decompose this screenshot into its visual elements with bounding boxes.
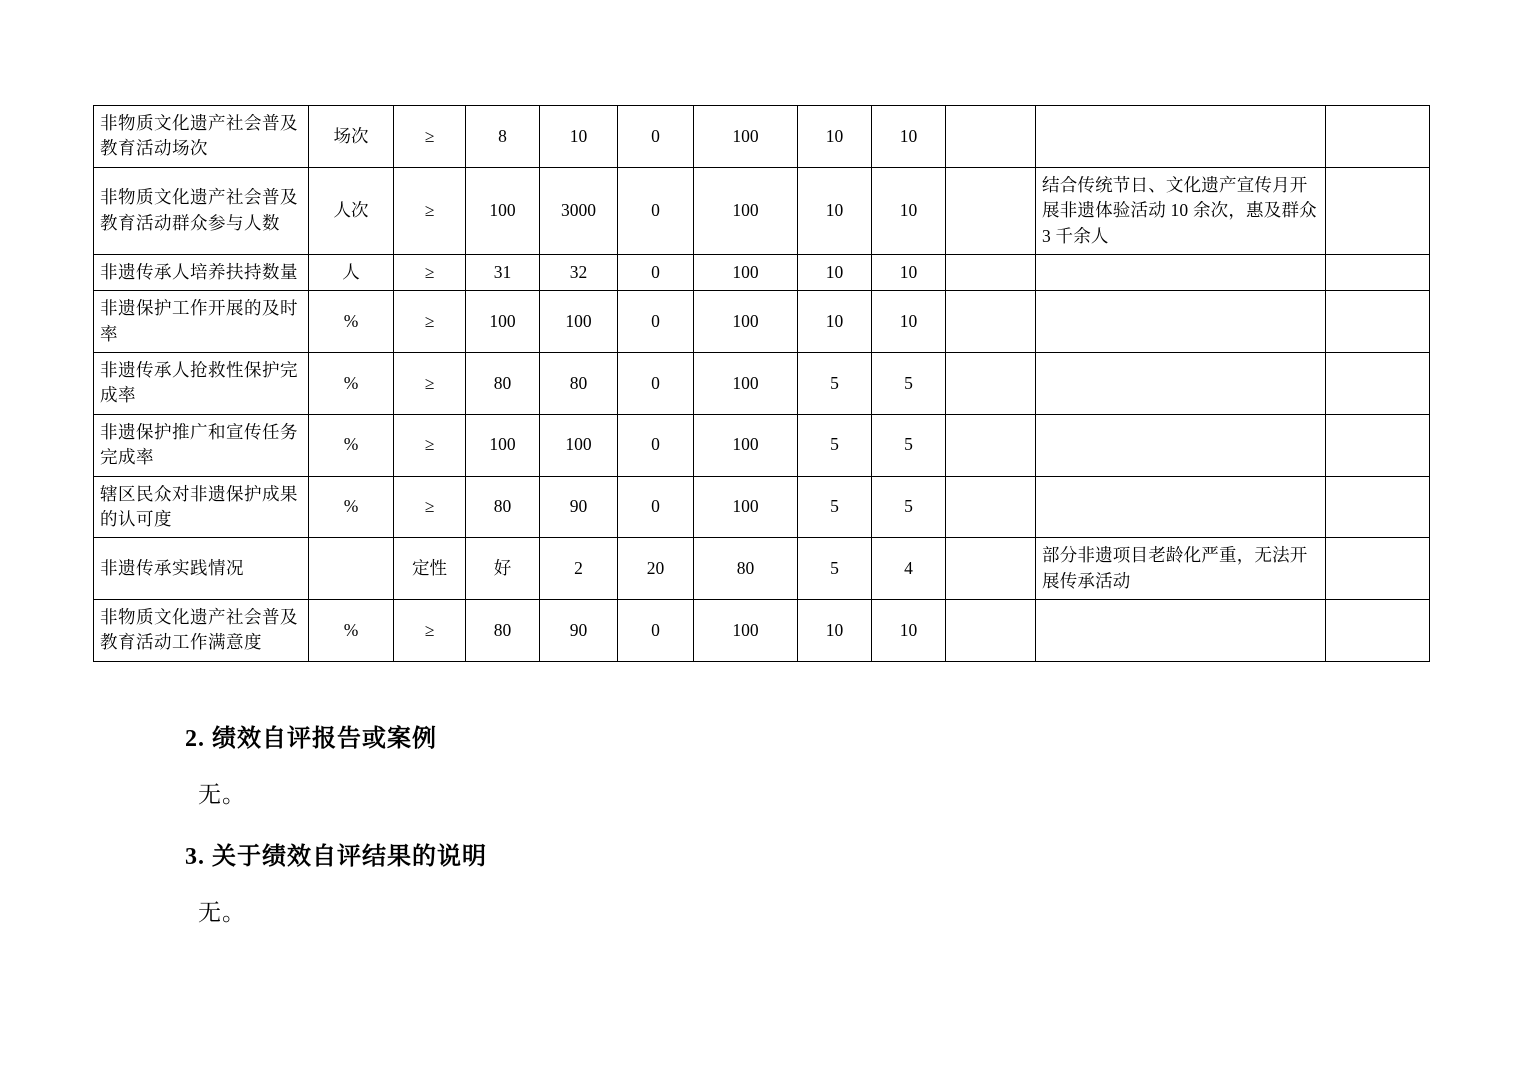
- indicator-last: [1326, 353, 1430, 415]
- indicator-value-2: 3000: [540, 167, 618, 254]
- indicator-value-2: 10: [540, 106, 618, 168]
- indicator-value-4: 100: [694, 254, 798, 290]
- table-row: [94, 414, 1430, 476]
- indicator-value-1: 100: [466, 291, 540, 353]
- indicator-value-2: 100: [540, 291, 618, 353]
- indicator-value-3: 0: [618, 600, 694, 662]
- indicator-symbol: 定性: [394, 538, 466, 600]
- indicator-unit: 人: [309, 254, 394, 290]
- indicator-value-4: 80: [694, 538, 798, 600]
- indicator-value-1: 80: [466, 476, 540, 538]
- indicator-name: 非遗传承实践情况: [94, 538, 309, 600]
- indicator-name: 非遗传承人抢救性保护完成率: [94, 353, 309, 415]
- indicator-last: [1326, 414, 1430, 476]
- indicator-name: 非物质文化遗产社会普及教育活动工作满意度: [94, 600, 309, 662]
- table-row: [94, 476, 1430, 538]
- indicator-blank: [946, 476, 1036, 538]
- section-2-heading: 2. 绩效自评报告或案例: [185, 726, 437, 752]
- section-3-body: 无。: [198, 900, 246, 925]
- table-row: [94, 600, 1430, 662]
- indicator-value-3: 0: [618, 414, 694, 476]
- indicator-awarded: 10: [872, 167, 946, 254]
- section-2-body: 无。: [198, 782, 246, 807]
- indicator-note: 结合传统节日、文化遗产宣传月开展非遗体验活动 10 余次，惠及群众 3 千余人: [1036, 167, 1326, 254]
- indicator-last: [1326, 476, 1430, 538]
- indicator-name: 非遗保护工作开展的及时率: [94, 291, 309, 353]
- indicator-value-4: 100: [694, 476, 798, 538]
- indicator-symbol: ≥: [394, 291, 466, 353]
- indicator-value-1: 31: [466, 254, 540, 290]
- indicator-value-3: 0: [618, 106, 694, 168]
- indicator-score: 10: [798, 600, 872, 662]
- performance-indicator-table: [93, 105, 1430, 662]
- indicator-value-3: 20: [618, 538, 694, 600]
- indicator-score: 5: [798, 414, 872, 476]
- indicator-value-2: 90: [540, 600, 618, 662]
- indicator-symbol: ≥: [394, 106, 466, 168]
- table-row: [94, 254, 1430, 290]
- indicator-value-1: 好: [466, 538, 540, 600]
- indicator-score: 10: [798, 291, 872, 353]
- indicator-value-2: 100: [540, 414, 618, 476]
- table-row: [94, 167, 1430, 254]
- indicator-value-4: 100: [694, 353, 798, 415]
- indicator-awarded: 4: [872, 538, 946, 600]
- indicator-value-2: 2: [540, 538, 618, 600]
- indicator-last: [1326, 167, 1430, 254]
- indicator-value-1: 100: [466, 167, 540, 254]
- indicator-symbol: ≥: [394, 476, 466, 538]
- indicator-note: [1036, 600, 1326, 662]
- indicator-awarded: 10: [872, 254, 946, 290]
- indicator-blank: [946, 106, 1036, 168]
- table-row: [94, 106, 1430, 168]
- indicator-unit: 场次: [309, 106, 394, 168]
- indicator-score: 5: [798, 538, 872, 600]
- indicator-blank: [946, 167, 1036, 254]
- indicator-value-1: 100: [466, 414, 540, 476]
- indicator-blank: [946, 414, 1036, 476]
- indicator-score: 10: [798, 254, 872, 290]
- indicator-awarded: 5: [872, 476, 946, 538]
- indicator-blank: [946, 353, 1036, 415]
- section-3-heading: 3. 关于绩效自评结果的说明: [185, 844, 487, 870]
- indicator-value-3: 0: [618, 353, 694, 415]
- indicator-value-1: 80: [466, 600, 540, 662]
- table-row: [94, 353, 1430, 415]
- indicator-symbol: ≥: [394, 167, 466, 254]
- table-row: [94, 538, 1430, 600]
- indicator-value-4: 100: [694, 106, 798, 168]
- indicator-blank: [946, 291, 1036, 353]
- indicator-name: 非物质文化遗产社会普及教育活动场次: [94, 106, 309, 168]
- indicator-unit: %: [309, 476, 394, 538]
- indicator-symbol: ≥: [394, 254, 466, 290]
- indicator-unit: %: [309, 414, 394, 476]
- indicator-value-2: 90: [540, 476, 618, 538]
- indicator-score: 10: [798, 167, 872, 254]
- indicator-awarded: 10: [872, 600, 946, 662]
- indicator-note: [1036, 291, 1326, 353]
- indicator-unit: [309, 538, 394, 600]
- performance-table-container: [93, 105, 1429, 662]
- indicator-unit: %: [309, 353, 394, 415]
- indicator-last: [1326, 254, 1430, 290]
- indicator-unit: %: [309, 291, 394, 353]
- indicator-last: [1326, 600, 1430, 662]
- indicator-value-2: 32: [540, 254, 618, 290]
- indicator-last: [1326, 538, 1430, 600]
- indicator-last: [1326, 291, 1430, 353]
- indicator-name: 非物质文化遗产社会普及教育活动群众参与人数: [94, 167, 309, 254]
- indicator-value-4: 100: [694, 167, 798, 254]
- indicator-value-1: 80: [466, 353, 540, 415]
- indicator-note: 部分非遗项目老龄化严重，无法开展传承活动: [1036, 538, 1326, 600]
- indicator-value-3: 0: [618, 254, 694, 290]
- indicator-value-4: 100: [694, 291, 798, 353]
- indicator-awarded: 5: [872, 353, 946, 415]
- indicator-symbol: ≥: [394, 353, 466, 415]
- indicator-awarded: 10: [872, 291, 946, 353]
- indicator-note: [1036, 106, 1326, 168]
- indicator-value-3: 0: [618, 167, 694, 254]
- indicator-name: 非遗保护推广和宣传任务完成率: [94, 414, 309, 476]
- indicator-value-4: 100: [694, 414, 798, 476]
- indicator-score: 5: [798, 476, 872, 538]
- indicator-score: 5: [798, 353, 872, 415]
- indicator-symbol: ≥: [394, 600, 466, 662]
- indicator-value-4: 100: [694, 600, 798, 662]
- indicator-blank: [946, 538, 1036, 600]
- indicator-name: 非遗传承人培养扶持数量: [94, 254, 309, 290]
- indicator-unit: 人次: [309, 167, 394, 254]
- indicator-value-1: 8: [466, 106, 540, 168]
- indicator-unit: %: [309, 600, 394, 662]
- indicator-value-3: 0: [618, 476, 694, 538]
- indicator-symbol: ≥: [394, 414, 466, 476]
- table-row: [94, 291, 1430, 353]
- indicator-name: 辖区民众对非遗保护成果的认可度: [94, 476, 309, 538]
- indicator-value-3: 0: [618, 291, 694, 353]
- indicator-blank: [946, 600, 1036, 662]
- indicator-last: [1326, 106, 1430, 168]
- indicator-note: [1036, 414, 1326, 476]
- indicator-awarded: 10: [872, 106, 946, 168]
- indicator-value-2: 80: [540, 353, 618, 415]
- indicator-note: [1036, 353, 1326, 415]
- indicator-blank: [946, 254, 1036, 290]
- indicator-note: [1036, 476, 1326, 538]
- indicator-awarded: 5: [872, 414, 946, 476]
- indicator-score: 10: [798, 106, 872, 168]
- indicator-note: [1036, 254, 1326, 290]
